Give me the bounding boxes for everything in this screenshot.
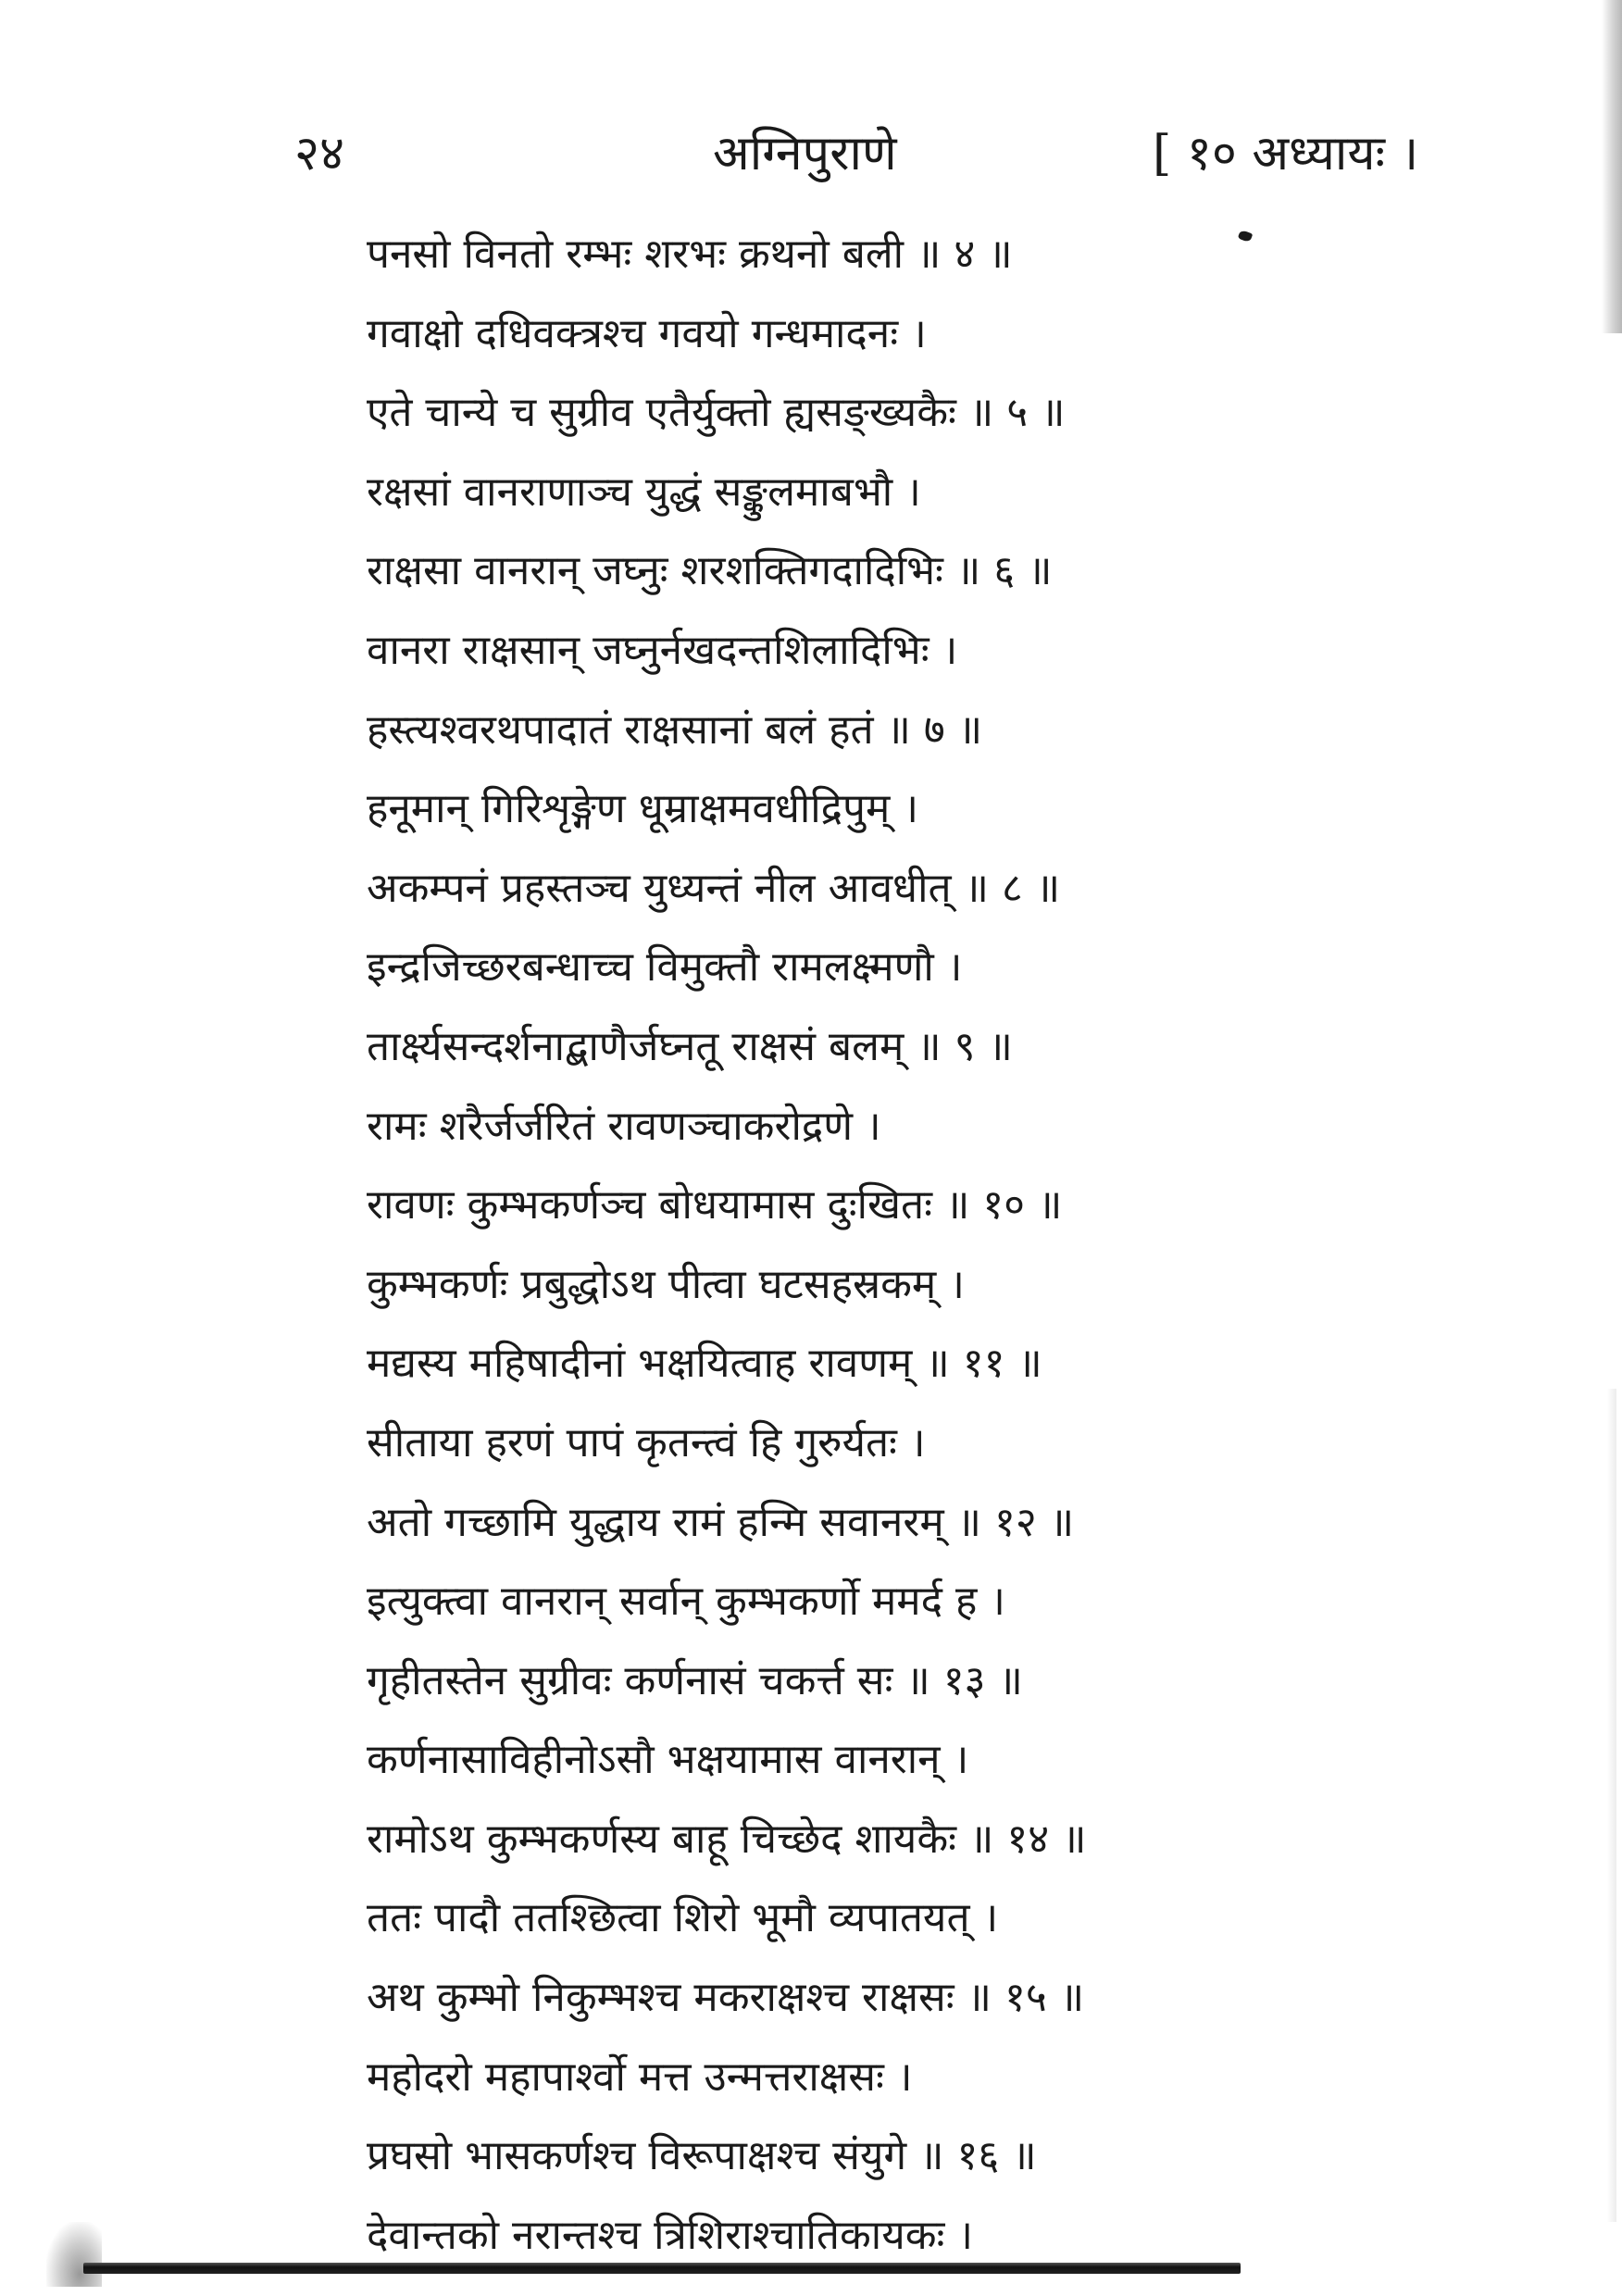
- verse-line: इत्युक्त्वा वानरान् सर्वान् कुम्भकर्णो ममर्द ह ।: [367, 1578, 1005, 1626]
- verse-line: महोदरो महापार्श्वो मत्त उन्मत्तराक्षसः ।: [367, 2053, 913, 2101]
- verse-line: रामः शरैर्जर्जरितं रावणञ्चाकरोद्रणे ।: [367, 1102, 881, 1150]
- verse-line: ततः पादौ ततश्छित्वा शिरो भूमौ व्यपातयत् ।: [367, 1894, 999, 1942]
- verse-line: राक्षसा वानरान् जघ्नुः शरशक्तिगदादिभिः ॥ ६ ॥: [367, 547, 1053, 595]
- verse-line: गृहीतस्तेन सुग्रीवः कर्णनासं चकर्त्त सः ॥ १३ ॥: [367, 1656, 1023, 1704]
- verse-line: इन्द्रजिच्छरबन्धाच्च विमुक्तौ रामलक्ष्मणौ ।: [367, 943, 963, 992]
- chapter-label: [ १० अध्यायः ।: [1153, 126, 1419, 181]
- verse-line: रक्षसां वानराणाञ्च युद्धं सङ्कुलमाबभौ ।: [367, 468, 921, 516]
- verse-line: प्रघसो भासकर्णश्च विरूपाक्षश्च संयुगे ॥ १६ ॥: [367, 2132, 1037, 2180]
- verse-block: [367, 227, 1292, 2287]
- verse-line: रावणः कुम्भकर्णञ्च बोधयामास दुःखितः ॥ १० ॥: [367, 1181, 1063, 1229]
- verse-line: पनसो विनतो रम्भः शरभः क्रथनो बली ॥ ४ ॥: [367, 231, 1013, 278]
- scan-smudge: [46, 2222, 102, 2287]
- scan-edge-shadow-lower: [1607, 1389, 1616, 2222]
- verse-line: हनूमान् गिरिशृङ्गेण धूम्राक्षमवधीद्रिपुम् ।: [367, 785, 919, 833]
- verse-line: अथ कुम्भो निकुम्भश्च मकराक्षश्च राक्षसः ॥ १५ ॥: [367, 1974, 1085, 2022]
- verse-line: गवाक्षो दधिवक्त्रश्च गवयो गन्धमादनः ।: [367, 309, 927, 357]
- verse-line: देवान्तको नरान्तश्च त्रिशिराश्चातिकायकः ।: [367, 2211, 974, 2259]
- verse-line: तार्क्ष्यसन्दर्शनाद्बाणैर्जघ्नतू राक्षसं बलम् ॥ ९ ॥: [367, 1022, 1013, 1070]
- verse-line: अकम्पनं प्रहस्तञ्च युध्यन्तं नील आवधीत् ॥ ८ ॥: [367, 864, 1061, 912]
- verse-line: अतो गच्छामि युद्धाय रामं हन्मि सवानरम् ॥ १२ ॥: [367, 1498, 1075, 1546]
- verse-line: कर्णनासाविहीनोऽसौ भक्षयामास वानरान् ।: [367, 1736, 969, 1784]
- scan-bottom-edge: [83, 2263, 1241, 2274]
- verse-line: एते चान्ये च सुग्रीव एतैर्युक्तो ह्यसङ्ख्यकैः ॥ ५ ॥: [367, 389, 1066, 437]
- verse-line: वानरा राक्षसान् जघ्नुर्नखदन्तशिलादिभिः ।: [367, 626, 958, 674]
- verse-line: कुम्भकर्णः प्रबुद्धोऽथ पीत्वा घटसहस्रकम् ।: [367, 1260, 965, 1308]
- verse-line: रामोऽथ कुम्भकर्णस्य बाहू चिच्छेद शायकैः ॥ १४ ॥: [367, 1815, 1087, 1863]
- running-title: अग्निपुराणे: [713, 126, 897, 181]
- verse-line: हस्त्यश्वरथपादातं राक्षसानां बलं हतं ॥ ७ ॥: [367, 705, 983, 754]
- page-number: २४: [294, 126, 345, 181]
- verse-line: सीताया हरणं पापं कृतन्त्वं हि गुरुर्यतः ।: [367, 1418, 926, 1466]
- verse-line: मद्यस्य महिषादीनां भक्षयित्वाह रावणम् ॥ ११ ॥: [367, 1340, 1042, 1388]
- scan-edge-shadow: [1602, 0, 1622, 333]
